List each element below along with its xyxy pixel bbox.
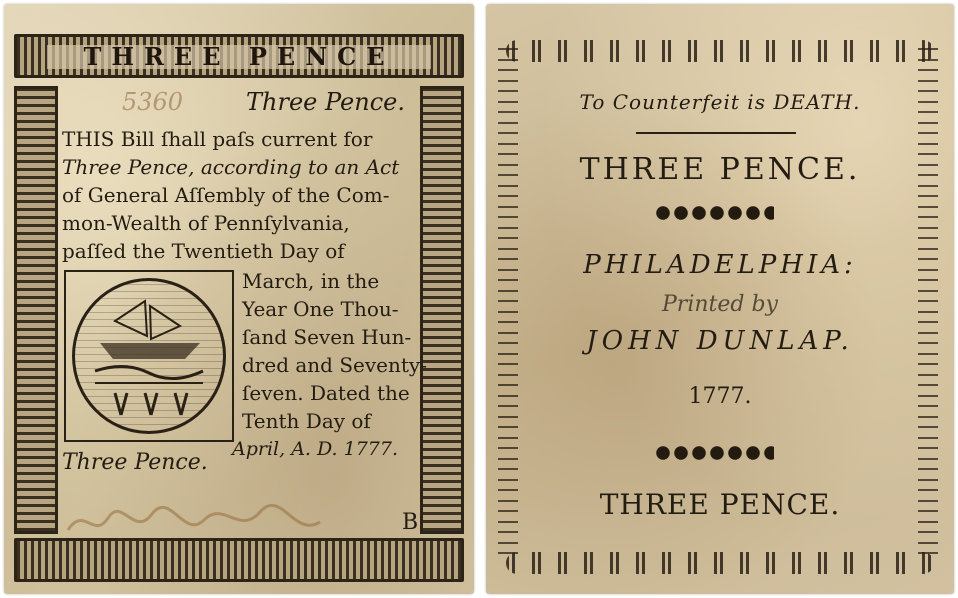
divider-line: [636, 132, 796, 134]
front-line-8: ſand Seven Hun-: [242, 325, 412, 349]
seal-circle: [72, 278, 226, 434]
printed-by-text: Printed by: [662, 292, 778, 317]
front-line-2: Three Pence, according to an Act: [62, 155, 400, 179]
front-line-3: of General Aſſembly of the Com-: [62, 183, 390, 207]
top-border-band: [14, 34, 464, 78]
front-footer: Three Pence.: [62, 450, 208, 475]
city-name: PHILADELPHIA:: [583, 250, 857, 280]
front-line-5: paſſed the Twentieth Day of: [62, 239, 345, 263]
top-ornament-border: [506, 40, 934, 62]
ornament-flourish-top: [654, 202, 774, 224]
ornament-flourish-bottom: [654, 442, 774, 464]
printer-name: JOHN DUNLAP.: [586, 326, 854, 356]
counterfeit-warning: To Counterfeit is DEATH.: [579, 90, 861, 114]
top-band-text: THREE PENCE: [47, 45, 431, 69]
ship-icon: [75, 281, 223, 431]
left-border-band: [14, 86, 58, 534]
front-line-11: Tenth Day of: [242, 409, 371, 433]
front-line-9: dred and Seventy-: [242, 353, 427, 377]
bottom-ornament-border: [506, 552, 934, 574]
right-border-band: [420, 86, 464, 534]
back-year: 1777.: [688, 384, 752, 409]
front-line-6: March, in the: [242, 269, 380, 293]
plate-letter: B: [402, 510, 419, 535]
front-line-7: Year One Thou-: [242, 297, 399, 321]
banknote-front: [4, 4, 474, 594]
front-line-10: ſeven. Dated the: [242, 381, 410, 405]
ship-seal: [64, 270, 234, 442]
back-title: THREE PENCE.: [579, 152, 861, 187]
front-line-4: mon-Wealth of Pennſylvania,: [62, 211, 350, 235]
front-line-1: THIS Bill ſhall paſs current for: [62, 127, 373, 151]
back-footer: THREE PENCE.: [599, 488, 841, 521]
banknote-back: [486, 4, 954, 594]
front-heading: Three Pence.: [246, 88, 405, 116]
handwritten-signature: [64, 500, 324, 553]
front-line-12: April, A. D. 1777.: [232, 438, 399, 460]
serial-number: 5360: [122, 88, 184, 116]
